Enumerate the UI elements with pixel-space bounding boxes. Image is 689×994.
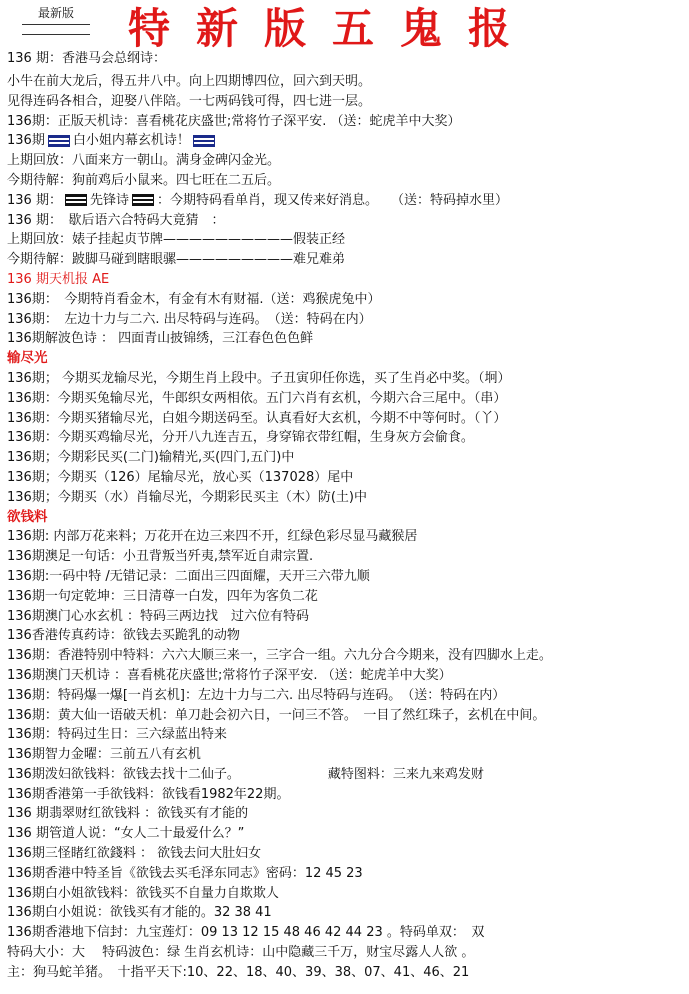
text-line: 136期:一码中特 /无错记录：二面出三四面耀，天开三六带九顺 bbox=[7, 568, 370, 584]
text-line: 136期：特码过生日：三六绿蓝出特来 bbox=[7, 727, 227, 743]
text-line: 136期香港第一手欲钱料：欲钱看1982年22期。 bbox=[7, 786, 290, 802]
text-line: 136期澳足一句话：小丑背叛当歼夷,禁军近自肃宗置. bbox=[7, 549, 314, 565]
text-line: 见得连码各相合，迎娶八伴陪。一七两码钱可得，四七进一层。 bbox=[7, 93, 372, 109]
text-line: 136期澳门心水玄机 ：特码三两边找 过六位有特码 bbox=[7, 608, 309, 624]
text-line: 136期：今期买鸡输尽光，分开八九连吉五，身穿锦衣带红帽，生身灰方会偷食。 bbox=[7, 430, 474, 446]
text-line: 特码大小：大 特码波色：绿 生肖玄机诗：山中隐藏三千万，财宝尽露人人欲 。 bbox=[7, 945, 475, 961]
line-heading: 先锋诗 bbox=[89, 192, 129, 208]
page-title: 特新版五鬼报 bbox=[128, 4, 537, 53]
text-line: 136期： 今期特肖看金木，有金有木有财福.（送：鸡猴虎兔中） bbox=[7, 291, 381, 307]
text-line: 136 期： 歇后语六合特码大竟猜 ： bbox=[7, 212, 225, 228]
text-line: 136期白小姐说：欲钱买有才能的。32 38 41 bbox=[7, 905, 272, 921]
line-right: 藏特图料：三来九来鸡发财 bbox=[327, 766, 484, 782]
line-body: ：今期特码看单肖，现又传来好消息。 （送：特码掉水里） bbox=[156, 192, 508, 208]
section-heading: 输尽光 bbox=[7, 350, 48, 367]
text-line: 小牛在前大龙后，得五井八中。向上四期博四位，回六到天明。 bbox=[7, 74, 372, 89]
text-line: 136期； 今期买龙输尽光，今期生肖上段中。子丑寅卯任你选，买了生肖必中奖。（坰） bbox=[7, 370, 511, 386]
text-line: 136期: 内部万花来料；万花开在边三来四不开，红绿色彩尽显马藏猴居 bbox=[7, 529, 418, 545]
text-line: 上期回放：八面来方一朝山。满身金碑闪金光。 bbox=[7, 153, 281, 169]
text-line bbox=[7, 131, 685, 151]
content-lines bbox=[7, 51, 685, 983]
text-line: 136期；今期买（水）肖输尽光，今期彩民买主（木）防(土)中 bbox=[7, 489, 367, 505]
line-prefix: 136 期： bbox=[7, 192, 62, 208]
text-line: 136香港传真药诗：欲钱去买跪乳的动物 bbox=[7, 628, 240, 644]
text-line bbox=[7, 191, 685, 211]
text-line: 主：狗马蛇羊猪。 十指平天下:10、22、18、40、39、38、07、41、46、21 bbox=[7, 964, 470, 980]
text-line: 136期智力金曜：三前五八有玄机 bbox=[7, 747, 201, 763]
flag-icon bbox=[65, 194, 87, 206]
line-left: 136期泼妇欲钱料：欲钱去找十二仙子。 bbox=[7, 766, 240, 782]
flag-icon bbox=[132, 194, 154, 206]
edition-label: 最新版 bbox=[22, 2, 90, 25]
text-line: 136 期翡翠财红欲钱料 ：欲钱买有才能的 bbox=[7, 806, 249, 822]
text-line: 136期：今期买兔输尽光，牛郎织女两相依。五门六肖有玄机，今期六合三尾中。（串） bbox=[7, 390, 507, 406]
text-line: 上期回放：婊子挂起贞节牌——————————假装正经 bbox=[7, 232, 346, 248]
text-line: 136期解波色诗 ： 四面青山披锦绣，三江春色色色鲜 bbox=[7, 331, 314, 347]
flag-icon bbox=[193, 135, 215, 147]
section-heading: 欲钱料 bbox=[7, 508, 48, 525]
text-line: 136期：今期买猪输尽光，白姐今期送码至。认真看好大玄机，今期不中等何时。（丫） bbox=[7, 410, 507, 426]
text-line: 136期；今期买（126）尾输尽光，放心买（137028）尾中 bbox=[7, 469, 354, 485]
section-subtitle: 136 期天机报 AE bbox=[7, 271, 110, 287]
line-prefix: 136期 bbox=[7, 133, 45, 149]
text-line bbox=[7, 765, 685, 785]
flag-icon bbox=[48, 135, 70, 147]
line-heading: 白小姐内幕玄机诗！ bbox=[72, 133, 190, 149]
text-line: 136 期管道人说：“女人二十最爱什么？” bbox=[7, 826, 245, 842]
text-line: 今期待解：狗前鸡后小鼠来。四七旺在二五后。 bbox=[7, 172, 281, 188]
text-line: 136期：正版天机诗：喜看桃花庆盛世;常将竹子深平安. （送：蛇虎羊中大奖） bbox=[7, 113, 461, 129]
text-line: 今期待解：跛脚马碰到瞎眼骡—————————难兄难弟 bbox=[7, 252, 346, 268]
text-line: 136期：特码爆一爆[一肖玄机]：左边十力与二六. 出尽特码与连码。 （送：特码在内） bbox=[7, 687, 506, 703]
text-line: 136期香港中特圣旨《欲钱去买毛泽东同志》密码：12 45 23 bbox=[7, 865, 363, 881]
text-line: 136期澳门天机诗 ：喜看桃花庆盛世;常将竹子深平安. （送：蛇虎羊中大奖） bbox=[7, 667, 452, 683]
text-line: 136期白小姐欲钱料：欲钱买不自量力自欺欺人 bbox=[7, 885, 279, 901]
text-line: 136期： 左边十力与二六. 出尽特码与连码。 （送：特码在内） bbox=[7, 311, 372, 327]
text-line: 136期：香港特别中特料：六六大顺三来一，三字合一组。六九分合今期来，没有四脚水上走。 bbox=[7, 648, 552, 664]
text-line: 136期：黄大仙一语破天机：单刀赴会初六日，一问三不答。 一目了然红珠子，玄机在中间。 bbox=[7, 707, 546, 723]
text-line: 136期香港地下信封：九宝莲灯：09 13 12 15 48 46 42 44 23 。特码单双： 双 bbox=[7, 925, 485, 941]
header-divider bbox=[22, 34, 90, 35]
text-line: 136期；今期彩民买(二门)输精光,买(四门,五门)中 bbox=[7, 450, 295, 466]
text-line: 136 期：香港马会总纲诗： bbox=[7, 51, 166, 66]
text-line: 136期一句定乾坤：三日清尊一白发，四年为客负二花 bbox=[7, 588, 318, 604]
text-line: 136期三怪睹红欲錢料 ： 欲钱去问大肚妇女 bbox=[7, 846, 262, 862]
